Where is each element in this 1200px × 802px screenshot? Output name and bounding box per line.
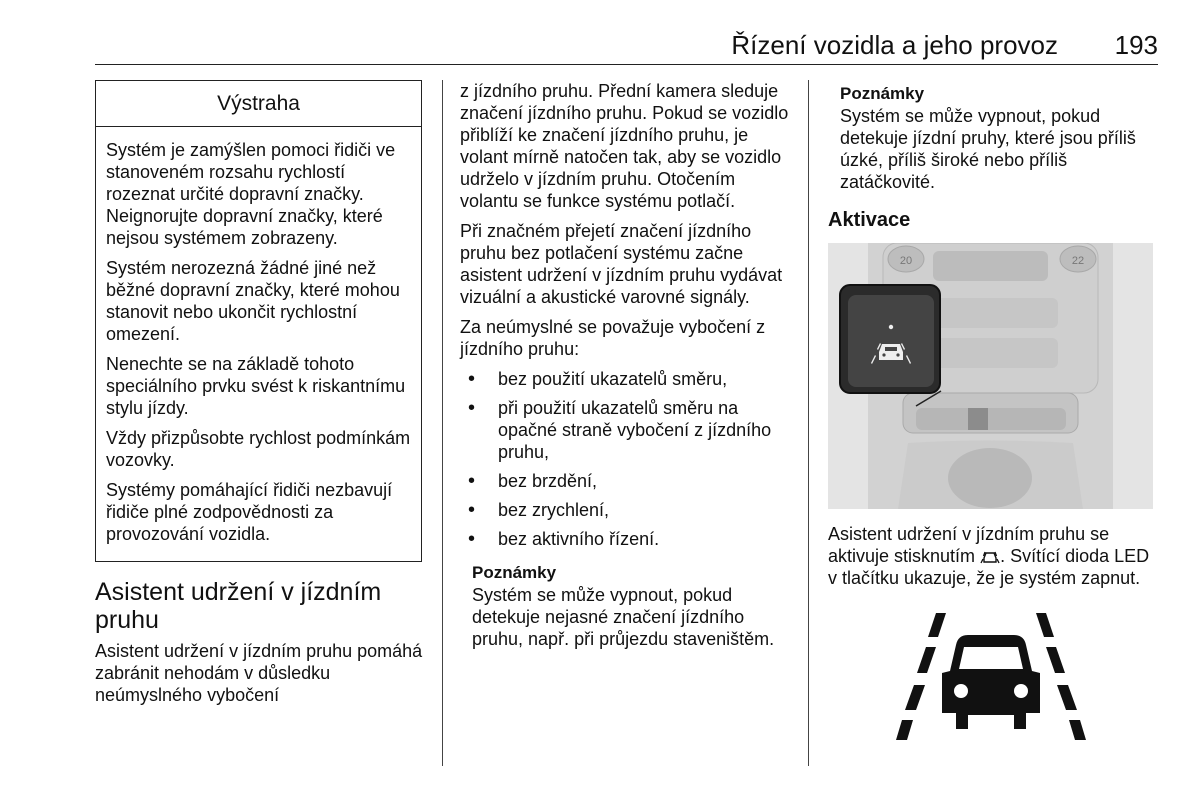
lane-keep-assist-symbol	[828, 605, 1153, 740]
warning-paragraph: Systém je zamýšlen pomoci řidiči ve stanoveném rozsahu rychlostí rozeznat určité dopravní značky. Neignorujte dopravní značky, které nejsou systémem zobrazeny.	[106, 140, 396, 248]
note-text: Systém se může vypnout, pokud detekuje jízdní pruhy, které jsou příliš úzké, příliš široké nebo příliš zatáčkovité.	[840, 106, 1136, 192]
warning-box	[95, 80, 422, 562]
activation-heading: Aktivace	[828, 209, 911, 231]
console-photo	[828, 243, 1153, 509]
left-temp-display: 20	[899, 255, 913, 267]
note-text: Systém se může vypnout, pokud detekuje nejasné značení jízdního pruhu, např. při průjezdu staveništěm.	[472, 585, 775, 649]
header-title: Řízení vozidla a jeho provoz	[731, 30, 1058, 60]
lane-keep-assist-icon	[980, 548, 1000, 564]
warning-title: Výstraha	[96, 81, 421, 127]
note-block	[460, 562, 798, 650]
body-paragraph: Při značném přejetí značení jízdního pruhu bez potlačení systému začne asistent udržení v jízdním pruhu vydávat vizuální a akustické varovné signály.	[460, 221, 783, 307]
bullet-item: • bez použití ukazatelů směru,	[460, 368, 798, 390]
column-2	[460, 80, 798, 650]
activation-text-after: . Svítící dioda LED v tlačítku ukazuje, že je systém zapnut.	[828, 546, 1150, 588]
column-3	[828, 80, 1158, 745]
column-divider	[808, 80, 809, 766]
column-divider	[442, 80, 443, 766]
body-paragraph: Za neúmyslné se považuje vybočení z jízdního pruhu:	[460, 317, 766, 359]
section-title: Asistent udržení v jízdním pruhu	[95, 578, 382, 634]
right-temp-display: 22	[1071, 255, 1085, 267]
warning-paragraph: Vždy přizpůsobte rychlost podmínkám vozovky.	[106, 428, 411, 470]
section-intro: Asistent udržení v jízdním pruhu pomáhá zabránit nehodám v důsledku neúmyslného vybočení	[95, 641, 423, 705]
activation-paragraph	[828, 523, 1158, 589]
page-number: 193	[1114, 30, 1158, 60]
console-illustration	[828, 243, 1153, 509]
note-block	[828, 83, 1158, 193]
bullet-item: • bez brzdění,	[460, 470, 798, 492]
warning-paragraph: Systém nerozezná žádné jiné než běžné dopravní značky, které mohou stanovit nebo ukončit rychlostní omezení.	[106, 258, 400, 344]
page-header	[95, 30, 1158, 65]
body-paragraph: z jízdního pruhu. Přední kamera sleduje značení jízdního pruhu. Pokud se vozidlo přiblíží ke značení jízdního pruhu, je volant mírně natočen tak, aby se vozidlo udrželo v jízdním pruhu. Otočením volantu se funkce systému potlačí.	[460, 81, 789, 211]
note-title: Poznámky	[472, 563, 557, 582]
bullet-item: • bez zrychlení,	[460, 499, 798, 521]
bullet-list	[460, 368, 798, 550]
warning-paragraph: Nenechte se na základě tohoto speciálního prvku svést k riskantnímu stylu jízdy.	[106, 354, 406, 418]
column-1	[95, 80, 425, 714]
bullet-item: • při použití ukazatelů směru na opačné straně vybočení z jízdního pruhu,	[460, 397, 798, 463]
activation-text-before: Asistent udržení v jízdním pruhu se aktivuje stisknutím	[828, 524, 1110, 566]
warning-paragraph: Systémy pomáhající řidiči nezbavují řidiče plné zodpovědnosti za provozování vozidla.	[106, 480, 393, 544]
warning-body	[96, 127, 421, 561]
note-title: Poznámky	[840, 84, 925, 103]
bullet-item: • bez aktivního řízení.	[460, 528, 798, 550]
